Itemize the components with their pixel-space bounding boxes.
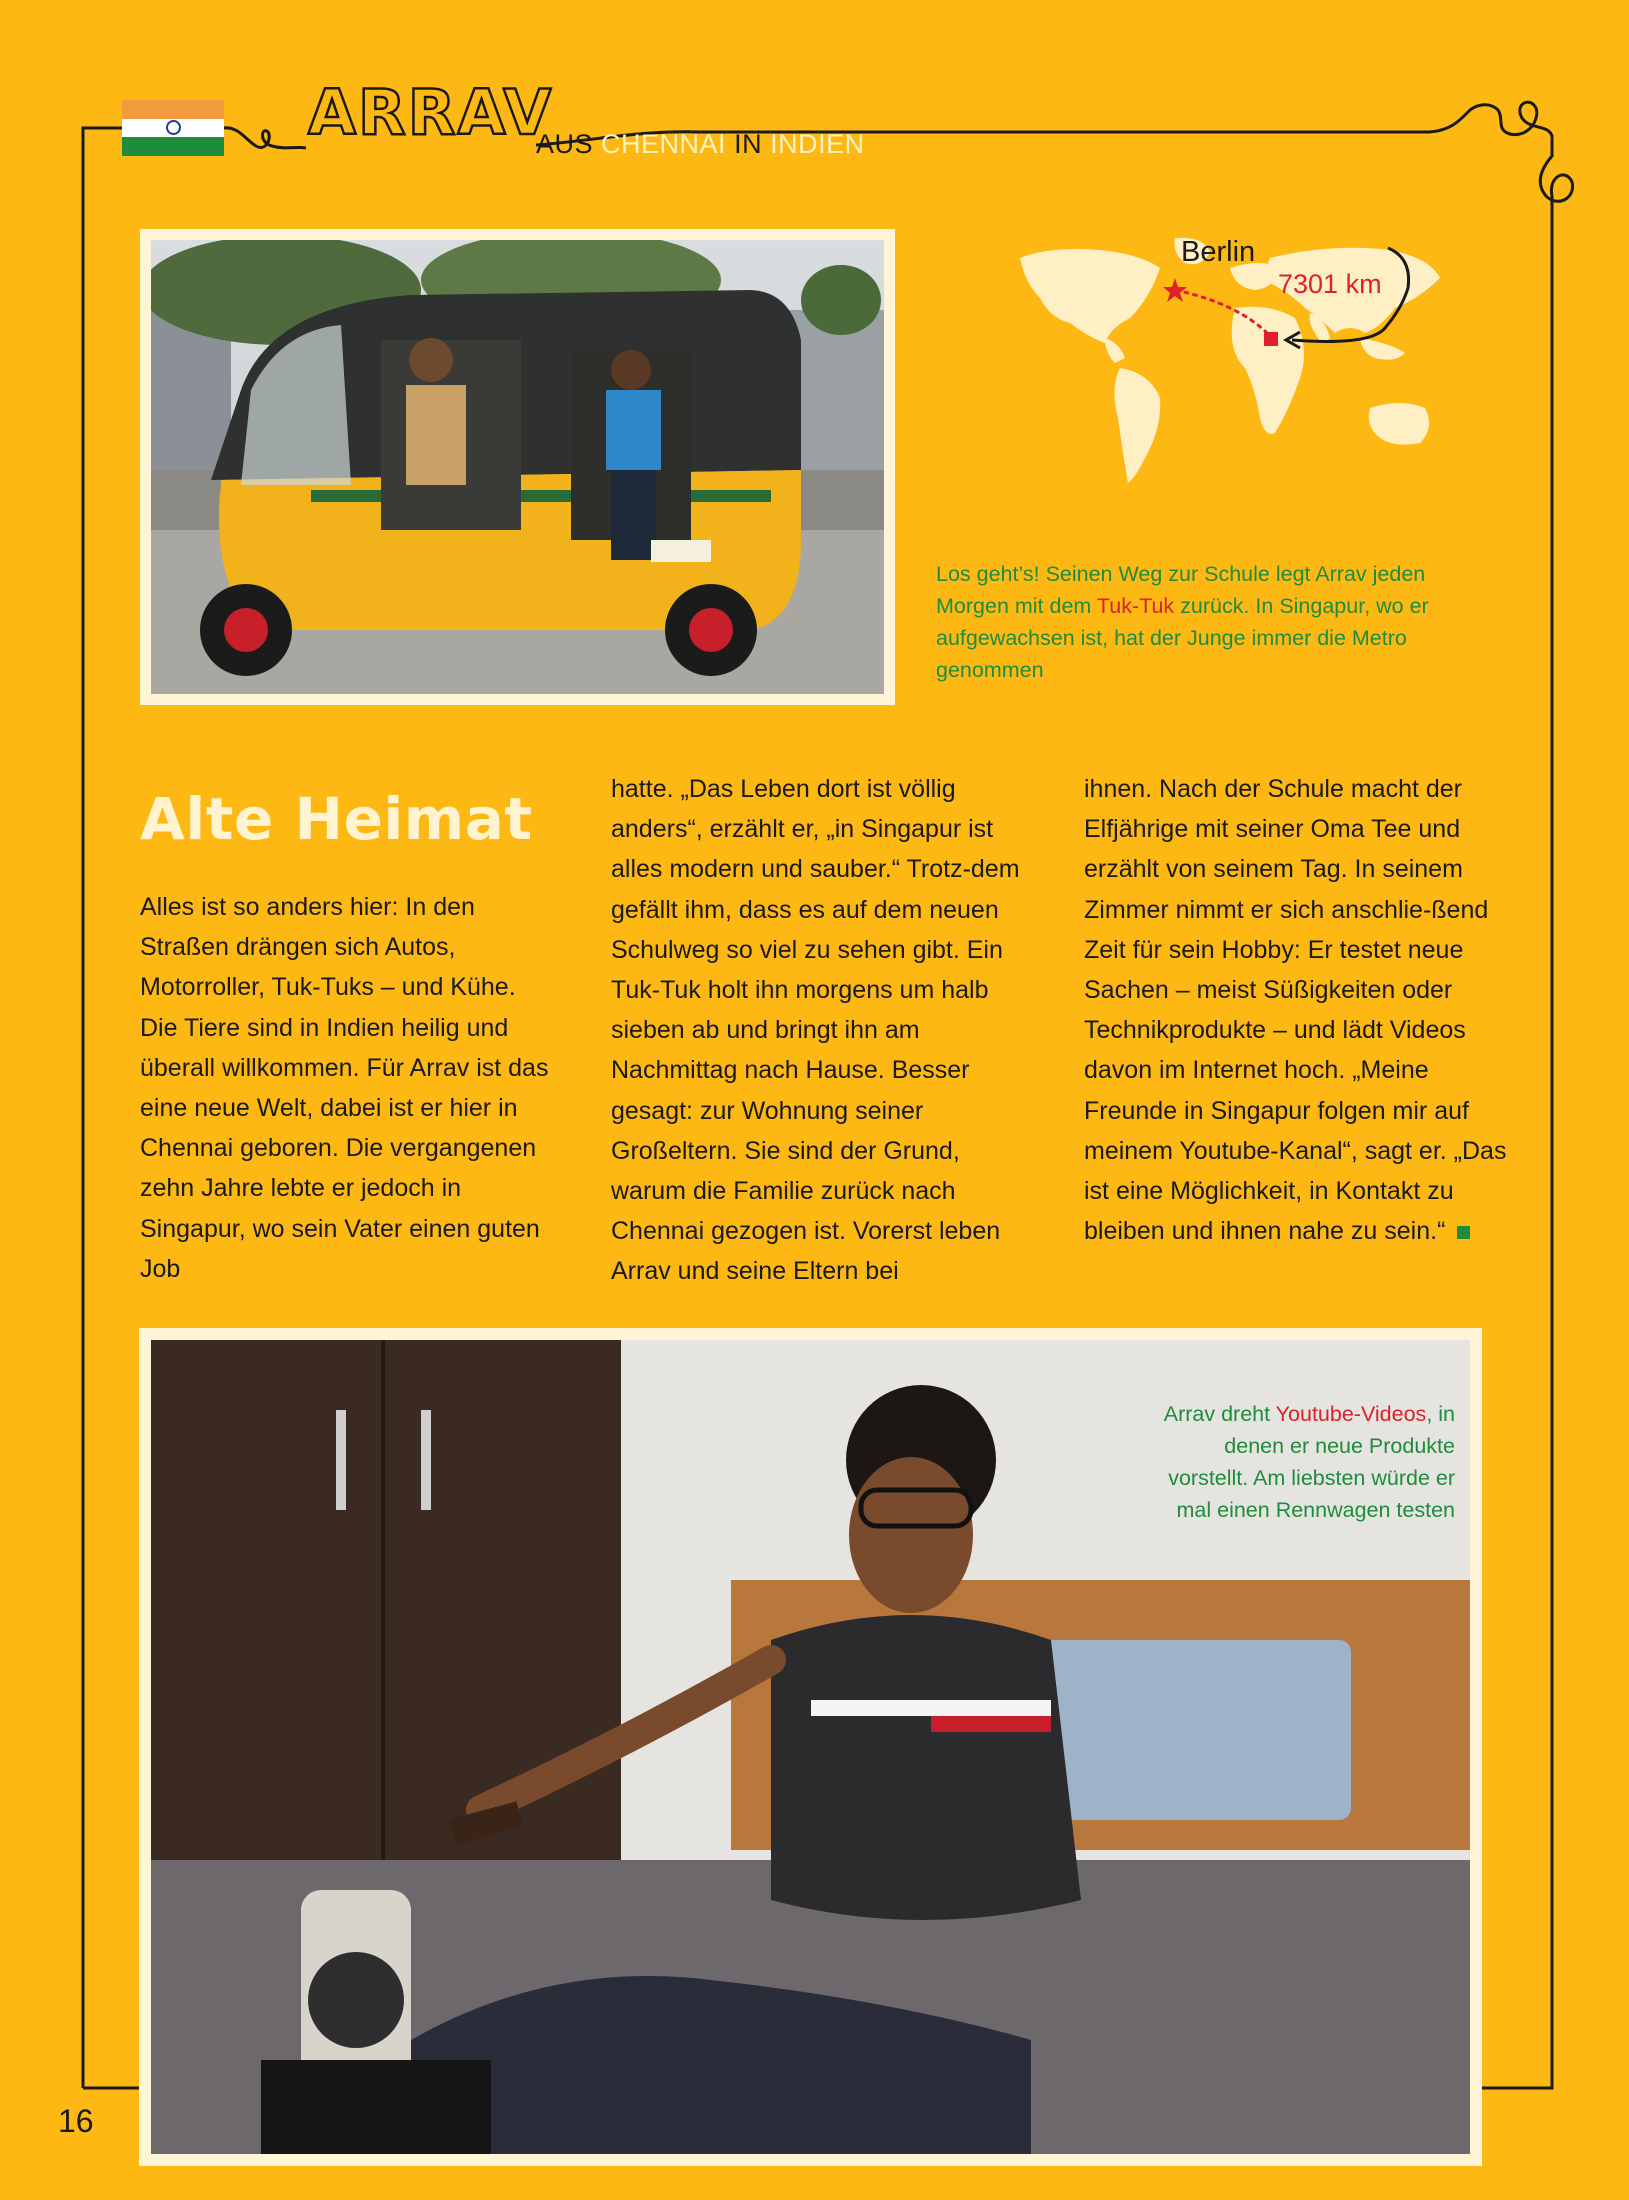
tuk-tuk-illustration bbox=[151, 240, 884, 694]
ashoka-chakra-icon bbox=[166, 120, 181, 135]
page-title-name: ARRAV bbox=[308, 76, 554, 149]
india-flag-icon bbox=[122, 100, 224, 156]
page-title-subline bbox=[536, 131, 865, 158]
star-icon bbox=[1163, 278, 1187, 302]
article-column-3-text: ihnen. Nach der Schule macht der Elfjährige mit seiner Oma Tee und erzählt von seinem Tag. In seinem Zimmer nimmt er sich anschlie-ßend Zeit für sein Hobby: Er testet neue Sachen – meist Süßigkeiten oder Technikprodukte – und lädt Videos davon im Internet hoch. „Meine Freunde in Singapur folgen mir auf meinem Youtube-Kanal“, sagt er. „Das ist eine Möglichkeit, in Kontakt zu bleiben und ihnen nahe zu sein.“ bbox=[1084, 775, 1507, 1246]
caption-2-text-b: , in denen er neue Produkte vorstellt. Am liebsten würde er mal einen Rennwagen testen bbox=[1168, 1402, 1455, 1522]
article-column-2: hatte. „Das Leben dort ist völlig anders“, erzählt er, „in Singapur ist alles modern und sauber.“ Trotz-dem gefällt ihm, dass es auf dem neuen Schulweg so viel zu sehen gibt. Ein Tuk-Tuk holt ihn morgens um halb sieben ab und bringt ihn am Nachmittag nach Hause. Besser gesagt: zur Wohnung seiner Großeltern. Sie sind der Grund, warum die Familie zurück nach Chennai gezogen ist. Vorerst leben Arrav und seine Eltern bei bbox=[611, 775, 1020, 1286]
title-country: INDIEN bbox=[770, 129, 865, 159]
title-word-in: IN bbox=[734, 129, 763, 159]
article-column-1: Alles ist so anders hier: In den Straßen drängen sich Autos, Motorroller, Tuk-Tuks – und Kühe. Die Tiere sind in Indien heilig und überall willkommen. Für Arrav ist das eine neue Welt, dabei ist er hier in Chennai geboren. Die vergangenen zehn Jahre lebte er jedoch in Singapur, wo sein Vater einen guten Job bbox=[140, 893, 549, 1283]
title-word-aus: AUS bbox=[536, 129, 594, 159]
article-heading: Alte Heimat bbox=[140, 785, 533, 853]
caption-1-highlight: Tuk-Tuk bbox=[1096, 594, 1175, 618]
caption-2-text-a: Arrav dreht bbox=[1163, 1402, 1276, 1426]
world-map-shapes bbox=[1010, 228, 1450, 508]
caption-1-text-b: zurück. In Singapur, wo er aufgewachsen ist, hat der Junge immer die Metro genommen bbox=[936, 594, 1429, 682]
world-map bbox=[1010, 228, 1450, 508]
map-origin-label: Berlin bbox=[1181, 236, 1256, 268]
page-number: 16 bbox=[58, 2103, 94, 2139]
end-of-article-icon bbox=[1457, 1226, 1470, 1239]
map-distance-label: 7301 km bbox=[1278, 269, 1382, 299]
tuk-tuk-caption bbox=[936, 558, 1456, 686]
caption-2-highlight: Youtube-Videos bbox=[1275, 1402, 1427, 1426]
square-marker-icon bbox=[1264, 332, 1278, 346]
caption-1-text-a: Los geht’s! Seinen Weg zur Schule legt Arrav jeden Morgen mit dem bbox=[936, 562, 1426, 618]
youtube-caption bbox=[1140, 1398, 1455, 1526]
photo-tuk-tuk bbox=[140, 229, 895, 705]
title-city: CHENNAI bbox=[601, 129, 727, 159]
article-column-3 bbox=[1084, 769, 1514, 1251]
